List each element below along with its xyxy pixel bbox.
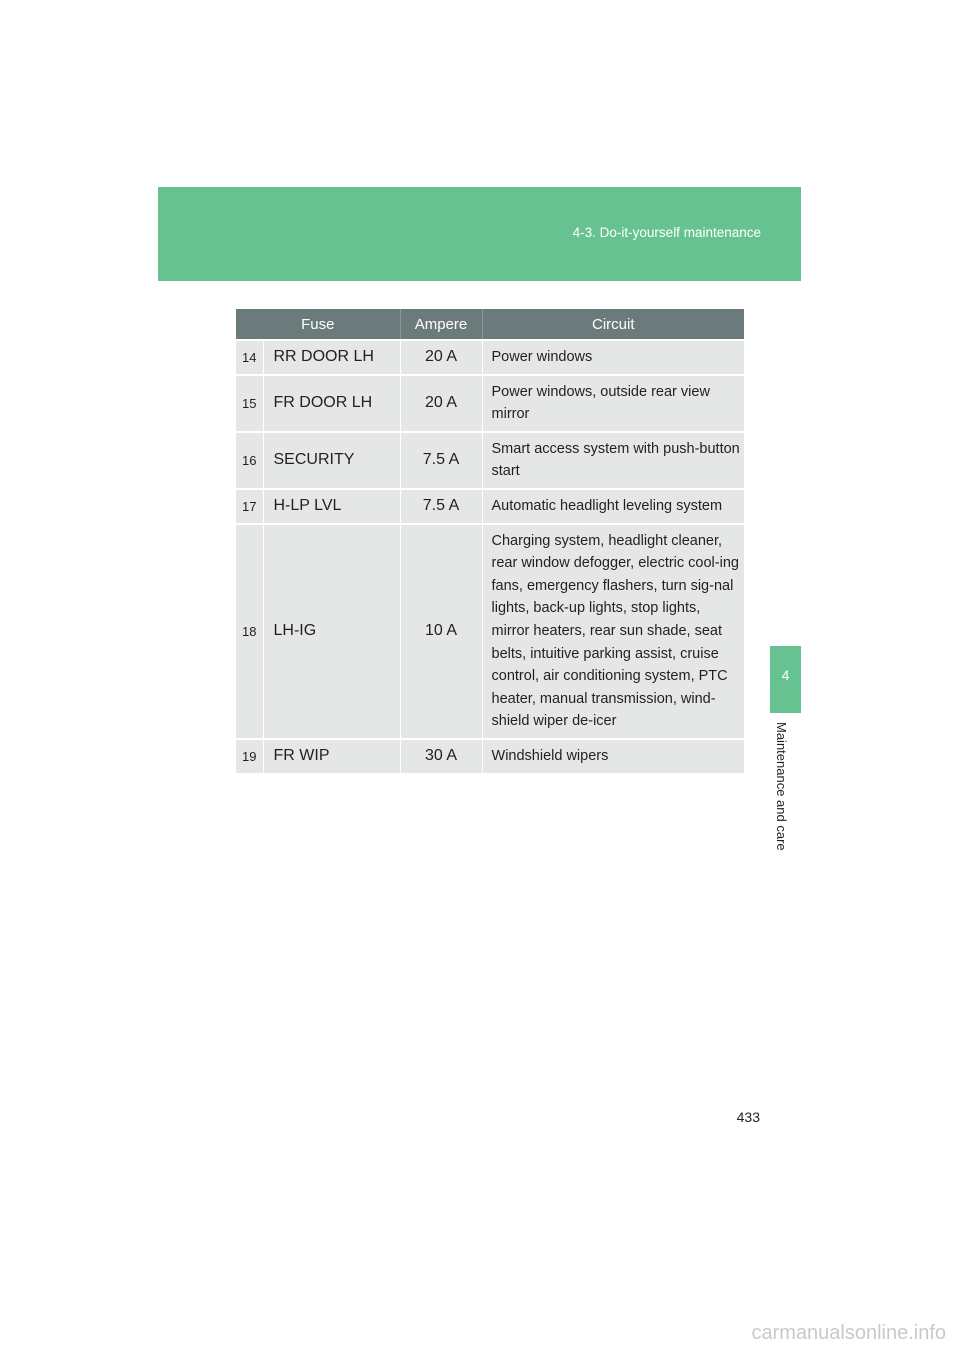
fuse-name: FR WIP <box>263 739 400 773</box>
table-header-row <box>236 309 744 340</box>
table-row <box>236 739 744 773</box>
column-header-ampere: Ampere <box>400 309 482 340</box>
fuse-circuit: Smart access system with push-button start <box>482 432 744 489</box>
fuse-ampere: 7.5 A <box>400 489 482 524</box>
fuse-ampere: 20 A <box>400 340 482 375</box>
chapter-number: 4 <box>781 667 790 683</box>
fuse-number: 14 <box>236 340 263 375</box>
fuse-circuit: Power windows <box>482 340 744 375</box>
watermark-text: carmanualsonline.info <box>751 1322 946 1344</box>
table-row <box>236 432 744 489</box>
fuse-name: RR DOOR LH <box>263 340 400 375</box>
table-row <box>236 340 744 375</box>
fuse-ampere: 7.5 A <box>400 432 482 489</box>
fuse-circuit: Charging system, headlight cleaner, rear window defogger, electric cool-ing fans, emergency flashers, turn sig-nal lights, back-up lights, stop lights, mirror heaters, rear sun shade, seat belts, intuitive parking assist, cruise control, air conditioning system, PTC heater, manual transmission, wind-shield wiper de-icer <box>482 524 744 739</box>
chapter-caption: Maintenance and care <box>774 722 789 851</box>
page-number: 433 <box>736 1109 760 1125</box>
fuse-table <box>236 309 744 773</box>
table-row <box>236 489 744 524</box>
fuse-ampere: 10 A <box>400 524 482 739</box>
section-title: 4-3. Do-it-yourself maintenance <box>572 225 761 240</box>
fuse-number: 18 <box>236 524 263 739</box>
fuse-name: FR DOOR LH <box>263 375 400 432</box>
fuse-number: 19 <box>236 739 263 773</box>
fuse-number: 15 <box>236 375 263 432</box>
fuse-number: 16 <box>236 432 263 489</box>
fuse-number: 17 <box>236 489 263 524</box>
column-header-circuit: Circuit <box>482 309 744 340</box>
fuse-circuit: Windshield wipers <box>482 739 744 773</box>
fuse-name: SECURITY <box>263 432 400 489</box>
table-row <box>236 375 744 432</box>
fuse-ampere: 30 A <box>400 739 482 773</box>
column-header-fuse: Fuse <box>236 309 400 340</box>
fuse-circuit: Automatic headlight leveling system <box>482 489 744 524</box>
section-header-band <box>158 187 801 281</box>
fuse-name: LH-IG <box>263 524 400 739</box>
fuse-ampere: 20 A <box>400 375 482 432</box>
table-row <box>236 524 744 739</box>
fuse-name: H-LP LVL <box>263 489 400 524</box>
fuse-circuit: Power windows, outside rear view mirror <box>482 375 744 432</box>
chapter-tab <box>770 646 801 713</box>
